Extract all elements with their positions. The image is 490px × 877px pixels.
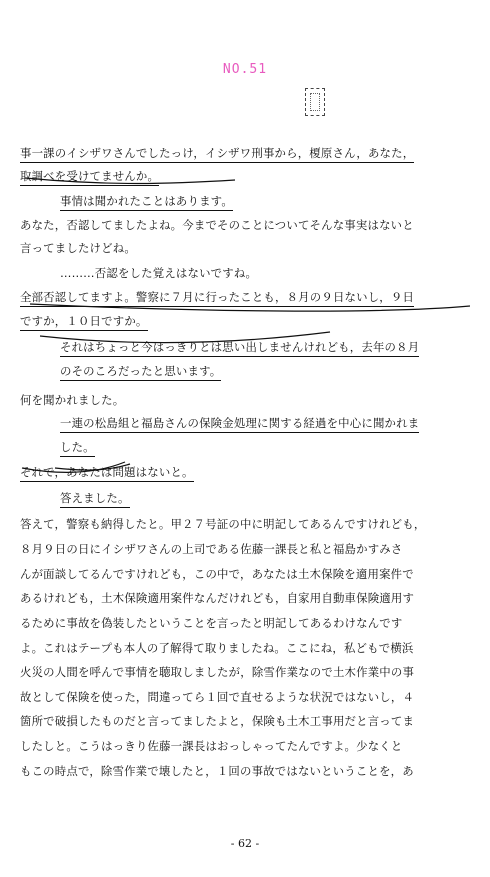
text-line: あなた，否認してましたよね。今までそのことについてそんな事実はないと: [20, 218, 414, 232]
text-line: それはちょっと今はっきりとは思い出しませんけれども，去年の８月: [60, 339, 419, 357]
text-line: もこの時点で，除雪作業で壊したと，１回の事故ではないということを，あ: [20, 764, 414, 778]
text-line: ………否認をした覚えはないですね。: [60, 266, 258, 280]
text-line: 箇所で破損したものだと言ってましたよと，保険も土木工事用だと言ってま: [20, 714, 415, 728]
text-line: した。: [60, 439, 95, 457]
text-line: 事一課のイシザワさんでしたっけ，イシザワ刑事から，榎原さん，あなた，: [20, 145, 414, 163]
text-line: 事情は聞かれたことはあります。: [60, 193, 233, 211]
text-line: 一連の松島組と福島さんの保険金処理に関する経過を中心に聞かれま: [60, 415, 419, 433]
stamp-number: NO.51: [222, 62, 268, 77]
text-line: したしと。こうはっきり佐藤一課長はおっしゃってたんですよ。少なくと: [20, 739, 403, 753]
text-line: 火災の人間を呼んで事情を聴取しましたが，除雪作業なので土木作業中の事: [20, 665, 415, 679]
text-line: ですか，１０日ですか。: [20, 313, 148, 331]
text-line: ８月９日の日にイシザワさんの上司である佐藤一課長と私と福島かすみさ: [20, 542, 403, 556]
text-line: それで，あなたは問題はないと。: [20, 464, 194, 482]
text-line: あるけれども，土木保険適用案件なんだけれども，自家用自動車保険適用す: [20, 591, 415, 605]
page-number: - 62 -: [230, 837, 260, 850]
text-line: のそのころだったと思います。: [60, 363, 221, 381]
text-line: 取調べを受けてませんか。: [20, 168, 159, 186]
text-line: 全部否認してますよ。警察に７月に行ったことも，８月の９日ないし，９日: [20, 289, 414, 307]
text-line: 言ってましたけどね。: [20, 241, 136, 255]
text-line: 答えました。: [60, 490, 130, 508]
text-line: 何を聞かれました。: [20, 393, 125, 407]
text-line: 答えて，警察も納得したと。甲２７号証の中に明記してあるんですけれども，: [20, 517, 426, 531]
text-line: よ。これはテープも本人の了解得て取りましたね。ここにね，私どもで横浜: [20, 641, 414, 655]
text-line: んが面談してるんですけれども，この中で，あなたは土木保険を適用案件で: [20, 567, 414, 581]
text-line: 故として保険を使った，問違ってら１回で直せるような状況ではないし，４: [20, 690, 415, 704]
text-line: るために事故を偽装したということを言ったと明記してあるわけなんです: [20, 616, 403, 630]
